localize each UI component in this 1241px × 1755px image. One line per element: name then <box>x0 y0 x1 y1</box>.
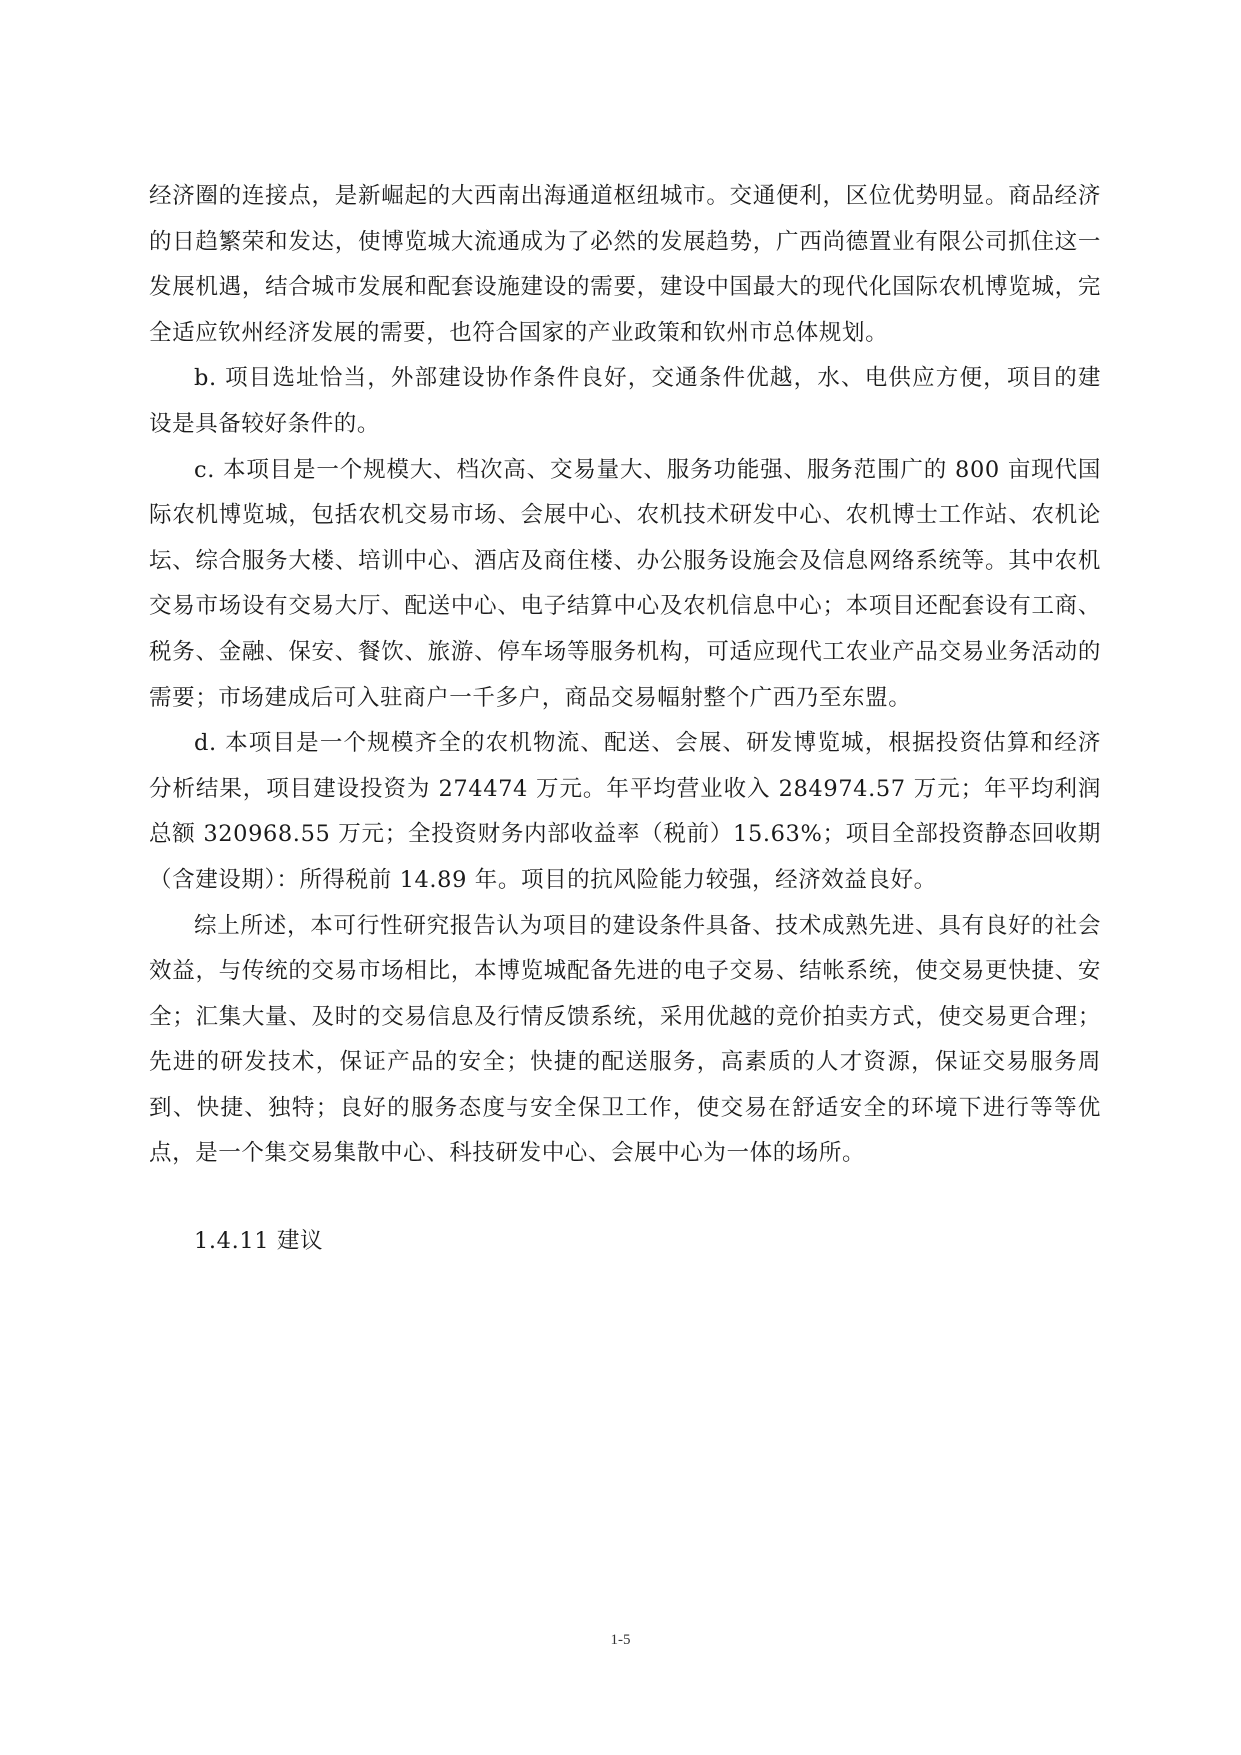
paragraph-summary: 综上所述，本可行性研究报告认为项目的建设条件具备、技术成熟先进、具有良好的社会效益，与传统的交易市场相比，本博览城配备先进的电子交易、结帐系统，使交易更快捷、安全；汇集大量、及时的交易信息及行情反馈系统，采用优越的竞价拍卖方式，使交易更合理；先进的研发技术，保证产品的安全；快捷的配送服务，高素质的人才资源，保证交易服务周到、快捷、独特；良好的服务态度与安全保卫工作，使交易在舒适安全的环境下进行等等优点，是一个集交易集散中心、科技研发中心、会展中心为一体的场所。 <box>149 912 1101 1167</box>
paragraph-item-b: b. 项目选址恰当，外部建设协作条件良好，交通条件优越，水、电供应方便，项目的建设是具备较好条件的。 <box>149 365 1101 437</box>
paragraph-item-d: d. 本项目是一个规模齐全的农机物流、配送、会展、研发博览城，根据投资估算和经济分析结果，项目建设投资为 274474 万元。年平均营业收入 284974.57 万元；年平均利润总额 320968.55 万元；全投资财务内部收益率（税前）15.63%；项目全部投资静态回收期（含建设期）：所得税前 14.89 年。项目的抗风险能力较强，经济效益良好。 <box>149 730 1101 893</box>
document-page <box>149 174 1101 1265</box>
paragraph-item-c: c. 本项目是一个规模大、档次高、交易量大、服务功能强、服务范围广的 800 亩现代国际农机博览城，包括农机交易市场、会展中心、农机技术研发中心、农机博士工作站、农机论坛、综合服务大楼、培训中心、酒店及商住楼、办公服务设施会及信息网络系统等。其中农机交易市场设有交易大厅、配送中心、电子结算中心及农机信息中心；本项目还配套设有工商、税务、金融、保安、餐饮、旅游、停车场等服务机构，可适应现代工农业产品交易业务活动的需要；市场建成后可入驻商户一千多户，商品交易幅射整个广西乃至东盟。 <box>149 456 1101 711</box>
paragraph-continuation: 经济圈的连接点，是新崛起的大西南出海通道枢纽城市。交通便利，区位优势明显。商品经济的日趋繁荣和发达，使博览城大流通成为了必然的发展趋势，广西尚德置业有限公司抓住这一发展机遇，结合城市发展和配套设施建设的需要，建设中国最大的现代化国际农机博览城，完全适应钦州经济发展的需要，也符合国家的产业政策和钦州市总体规划。 <box>149 183 1101 346</box>
section-heading: 1.4.11 建议 <box>194 1228 324 1255</box>
page-number: 1-5 <box>610 1632 631 1648</box>
